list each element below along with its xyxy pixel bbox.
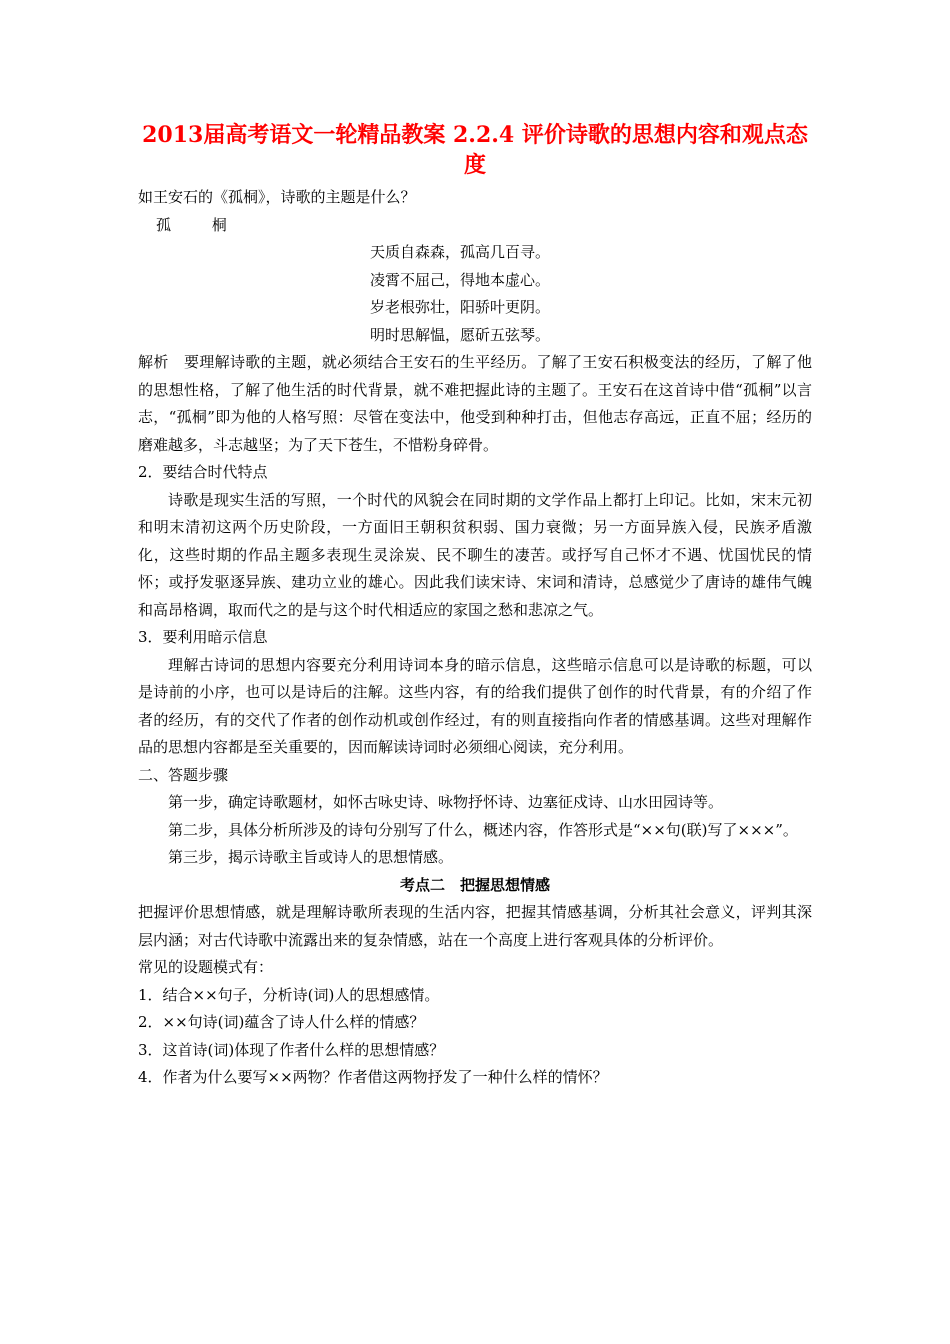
- poem-line: 凌霄不屈己，得地本虚心。: [370, 270, 551, 289]
- kaodian2-heading: 考点二 把握思想情感: [399, 875, 550, 894]
- kaodian2-paragraph: 把握评价思想情感，就是理解诗歌所表现的生活内容，把握其情感基调，分析其社会意义，评判其深层内涵；对古代诗歌中流露出来的复杂情感，站在一个高度上进行客观具体的分析评价。: [138, 903, 812, 949]
- step-item: 第一步，确定诗歌题材，如怀古咏史诗、咏物抒怀诗、边塞征戍诗、山水田园诗等。: [168, 793, 724, 811]
- pattern-item: 2．××句诗(词)蕴含了诗人什么样的情感？: [138, 1013, 425, 1031]
- patterns-heading: 常见的设题模式有：: [138, 958, 274, 976]
- poem-line: 岁老根弥壮，阳骄叶更阴。: [370, 298, 551, 316]
- step-item: 第二步，具体分析所涉及的诗句分别写了什么，概述内容，作答形式是“××句(联)写了×××”。: [168, 820, 798, 839]
- poem-line: 明时思解愠，愿斫五弦琴。: [370, 325, 551, 344]
- poem-title: 孤 桐: [156, 215, 245, 234]
- document-title: 2013届高考语文一轮精品教案 2.2.4 评价诗歌的思想内容和观点态度: [142, 122, 808, 178]
- analysis-paragraph: 解析 要理解诗歌的主题，就必须结合王安石的生平经历。了解了王安石积极变法的经历，了解了他的思想性格，了解了他生活的时代背景，就不难把握此诗的主题了。王安石在这首诗中借“孤桐”以言志，“孤桐”即为他的人格写照：尽管在变法中，他受到种种打击，但他志存高远，正直不屈；经历的磨难越多，斗志越坚；为了天下苍生，不惜粉身碎骨。: [138, 353, 812, 454]
- point2-heading: 2．要结合时代特点: [138, 463, 268, 481]
- point2-paragraph: 诗歌是现实生活的写照，一个时代的风貌会在同时期的文学作品上都打上印记。比如，宋末元初和明末清初这两个历史阶段，一方面旧王朝积贫积弱、国力衰微；另一方面异族入侵，民族矛盾激化，这些时期的作品主题多表现生灵涂炭、民不聊生的凄苦。或抒写自己怀才不遇、忧国忧民的情怀；或抒发驱逐异族、建功立业的雄心。因此我们读宋诗、宋词和清诗，总感觉少了唐诗的雄伟气魄和高昂格调，取而代之的是与这个时代相适应的家国之愁和悲凉之气。: [138, 490, 812, 619]
- point3-paragraph: 理解古诗词的思想内容要充分利用诗词本身的暗示信息，这些暗示信息可以是诗歌的标题，可以是诗前的小序，也可以是诗后的注解。这些内容，有的给我们提供了创作的时代背景，有的介绍了作者的经历，有的交代了作者的创作动机或创作经过，有的则直接指向作者的情感基调。这些对理解作品的思想内容都是至关重要的，因而解读诗词时必须细心阅读，充分利用。: [138, 655, 812, 756]
- step-item: 第三步，揭示诗歌主旨或诗人的思想情感。: [168, 848, 454, 866]
- pattern-item: 4．作者为什么要写××两物？作者借这两物抒发了一种什么样的情怀？: [138, 1068, 608, 1086]
- poem-line: 天质自森森，孤高几百寻。: [370, 243, 551, 261]
- pattern-item: 1．结合××句子，分析诗(词)人的思想感情。: [138, 985, 440, 1004]
- pattern-item: 3．这首诗(词)体现了作者什么样的思想情感？: [138, 1040, 445, 1059]
- point3-heading: 3．要利用暗示信息: [138, 628, 268, 646]
- document-body: [138, 184, 812, 1092]
- intro-question: 如王安石的《孤桐》，诗歌的主题是什么？: [138, 188, 416, 206]
- steps-heading: 二、答题步骤: [138, 765, 229, 784]
